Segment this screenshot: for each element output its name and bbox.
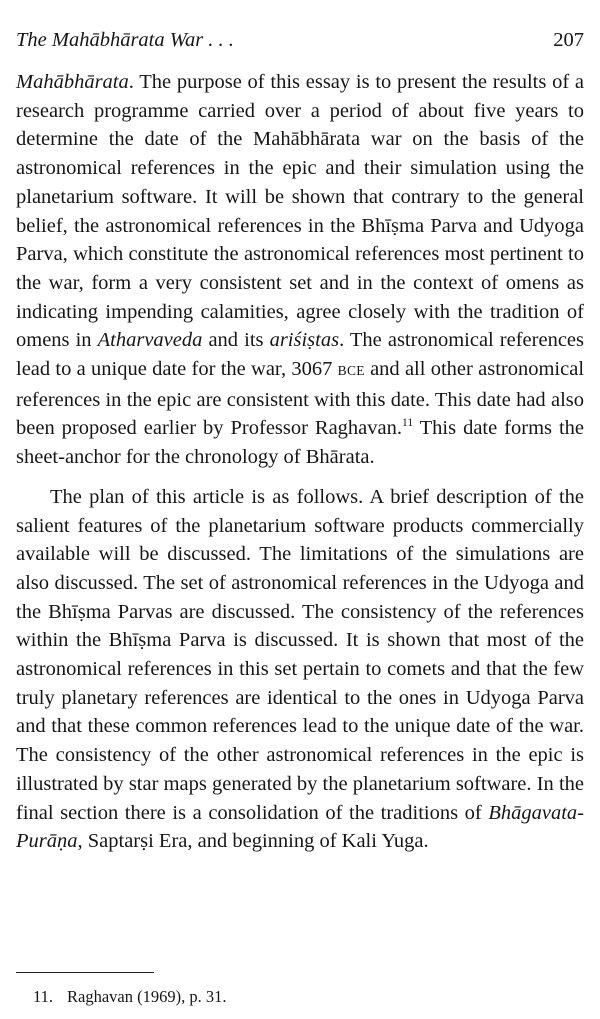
term-arisistas: ariśiṣtas bbox=[269, 329, 340, 352]
paragraph-2-text-b: , Saptarṣi Era, and beginning of Kali Yuga. bbox=[77, 830, 429, 853]
paragraph-1-text-e: This date forms the sheet-anchor for the chronology of Bhārata. bbox=[16, 417, 584, 469]
paragraph-1-text-d: and all other astronomical references in the epic are consistent with this date. This date had also been proposed earlier by Professor Raghavan. bbox=[16, 358, 585, 440]
work-title-mahabharata: Mahābhārata bbox=[16, 71, 129, 93]
running-title: The Mahābhārata War . . . bbox=[16, 29, 234, 51]
paragraph-2 bbox=[16, 483, 584, 856]
paragraph-1-text-c: . The astronomical references lead to a unique date for the war, 3067 bbox=[16, 329, 585, 381]
page-number: 207 bbox=[553, 29, 584, 51]
footnote bbox=[33, 986, 226, 1008]
paragraph-2-text-a: The plan of this article is as follows. A brief description of the salient features of the planetarium software products commercially available will be discussed. The limitations of the simulations are also discussed. The set of astronomical references in the Udyoga and the Bhīṣma Parvas are discussed. The consistency of the references within the Bhīṣma Parva is discussed. It is shown that most of the astronomical references in this set pertain to comets and that the few truly planetary references are identical to the ones in Udyoga Parva and that these common references lead to the unique date of the war. The consistency of the other astronomical references in the epic is illustrated by star maps generated by the planetarium software. In the final section there is a consolidation of the traditions of bbox=[16, 485, 584, 824]
body-text bbox=[16, 68, 584, 856]
footnote-number: 11. bbox=[33, 987, 54, 1006]
running-head bbox=[16, 26, 584, 54]
book-page bbox=[16, 0, 584, 1019]
era-abbreviation: BCE bbox=[337, 363, 365, 379]
footnote-text: Raghavan (1969), p. 31. bbox=[67, 987, 227, 1006]
footnote-divider bbox=[16, 972, 154, 973]
footnote-reference[interactable]: 11 bbox=[402, 417, 414, 430]
paragraph-1-text-b: and its bbox=[202, 329, 270, 352]
work-title-atharvaveda: Atharvaveda bbox=[97, 329, 203, 352]
paragraph-1-text-a: . The purpose of this essay is to present the results of a research programme carried over a period of about five years to determine the date of the Mahābhārata war on the basis of the astronomical references in the epic and their simulation using the planetarium software. It will be shown that contrary to the general belief, the astronomical references in the Bhīṣma Parva and Udyoga Parva, which constitute the astronomical references most pertinent to the war, form a very consistent set and in the context of omens as indicating impending calamities, agree closely with the tradition of omens in bbox=[16, 71, 584, 352]
work-title-bhagavata-purana: Bhāgavata-Purāṇa bbox=[16, 801, 584, 853]
paragraph-1 bbox=[16, 68, 584, 472]
